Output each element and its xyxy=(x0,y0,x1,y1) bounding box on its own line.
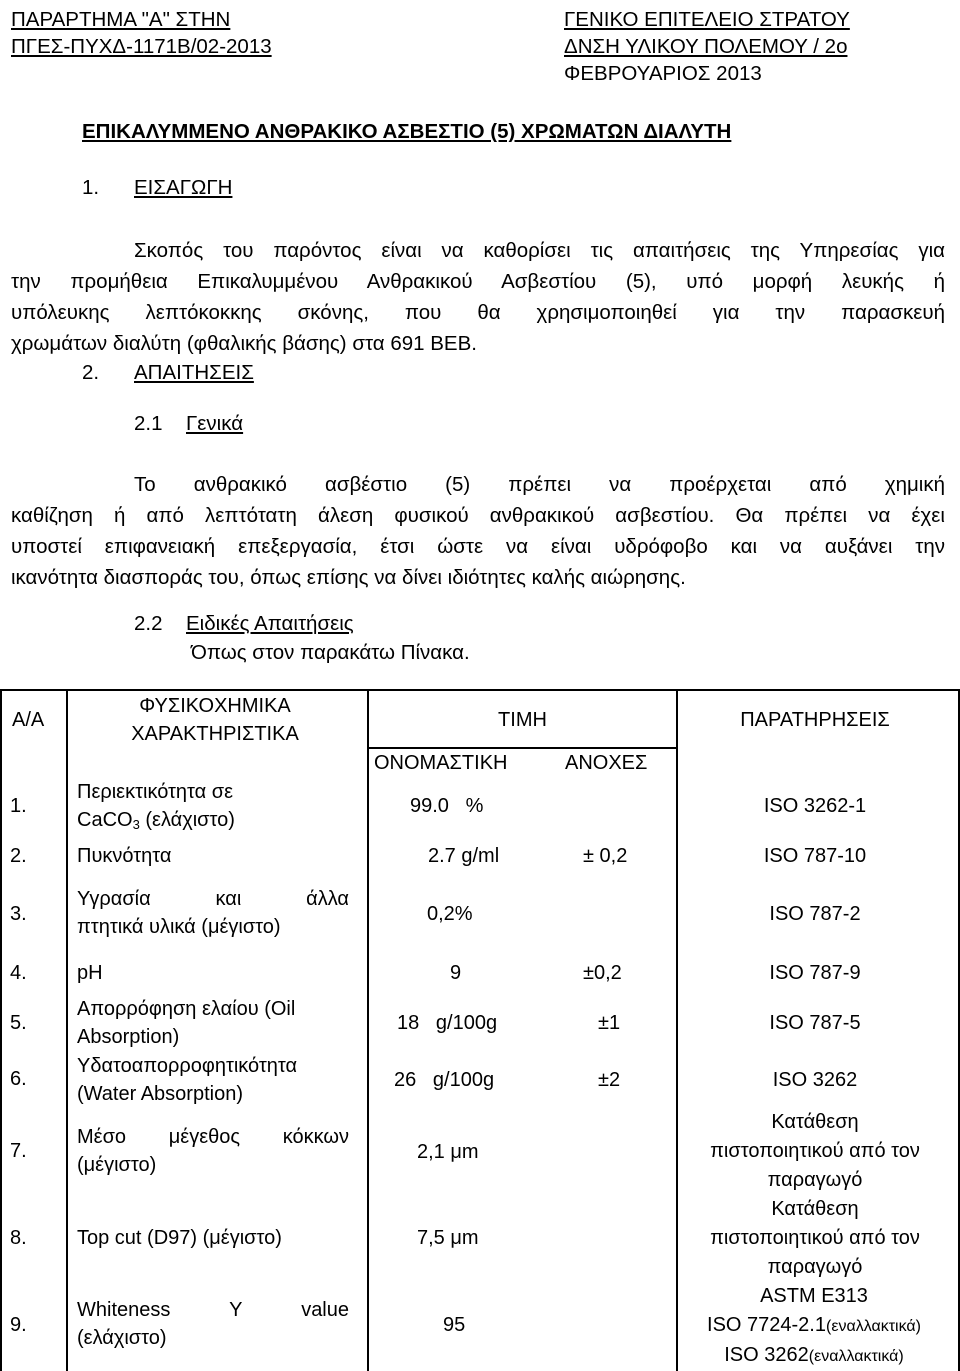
header-aa: Α/Α xyxy=(12,709,45,731)
section-2-2-heading xyxy=(134,612,354,636)
table-row-7-remarks xyxy=(680,1108,950,1195)
section-2-1-paragraph xyxy=(11,469,945,593)
document-title: ΕΠΙΚΑΛΥΜΜΕΝΟ ΑΝΘΡΑΚΙΚΟ ΑΣΒΕΣΤΙΟ (5) ΧΡΩΜΑΤΩΝ ΔΙΑΛΥΤΗ xyxy=(82,120,732,143)
table-row-9-aa: 9. xyxy=(10,1314,27,1336)
remarks-line-1: Κατάθεση xyxy=(771,1111,859,1133)
table-row-2-nominal: 2.7 g/ml xyxy=(428,845,500,867)
table-border-right xyxy=(958,689,960,1371)
section-title: Γενικά xyxy=(186,412,244,435)
remarks-line-2: πιστοποιητικού από τον xyxy=(710,1140,920,1162)
table-row-9-remarks xyxy=(668,1282,960,1371)
paragraph-line: ικανότητα διασποράς του, όπως επίσης να δίνει ιδιότητες καλής αιώρησης. xyxy=(11,566,686,589)
word: μέγεθος xyxy=(168,1126,241,1148)
column-divider xyxy=(676,689,678,1371)
header-remarks: ΠΑΡΑΤΗΡΗΣΕΙΣ xyxy=(740,709,890,731)
property-line-2: (ελάχιστο) xyxy=(77,1327,167,1349)
paragraph-line: υπόλευκης λεπτόκοκκης σκόνης, που θα χρησιμοποιηθεί για την παρασκευή xyxy=(11,301,945,324)
table-row-4-aa: 4. xyxy=(10,962,27,984)
reference-line-2: ΠΓΕΣ-ΠΥΧΔ-1171Β/02-2013 xyxy=(11,35,272,58)
paragraph-line: υποστεί επιφανειακή επεξεργασία, έτσι ώστε να είναι υδρόφοβο και να αυξάνει την xyxy=(11,535,945,558)
table-row-1-nominal: 99.0 % xyxy=(410,795,484,817)
issue-date: ΦΕΒΡΟΥΑΡΙΟΣ 2013 xyxy=(564,62,762,85)
table-row-8-property: Top cut (D97) (μέγιστο) xyxy=(77,1227,282,1249)
table-row-5-aa: 5. xyxy=(10,1012,27,1034)
header-properties-line-2: ΧΑΡΑΚΤΗΡΙΣΤΙΚΑ xyxy=(131,723,299,745)
section-2-2-subtitle: Όπως στον παρακάτω Πίνακα. xyxy=(191,641,470,664)
table-row-4-remarks: ISO 787-9 xyxy=(769,962,861,984)
word: value xyxy=(301,1299,349,1321)
header-tolerance: ΑΝΟΧΕΣ xyxy=(565,752,648,774)
header-value: ΤΙΜΗ xyxy=(498,709,547,731)
table-row-1-aa: 1. xyxy=(10,795,27,817)
header-properties-line-1: ΦΥΣΙΚΟΧΗΜΙΚΑ xyxy=(139,695,291,717)
property-line-1: Απορρόφηση ελαίου (Oil xyxy=(77,998,296,1020)
section-number: 2.1 xyxy=(134,412,163,435)
table-row-7-property xyxy=(77,1123,349,1179)
remarks-line-3 xyxy=(668,1341,960,1371)
paragraph-line: καθίζηση ή από λεπτότατη άλεση φυσικού ανθρακικού ασβεστίου. Θα πρέπει να έχει xyxy=(11,504,945,527)
formula-qualifier: (ελάχιστο) xyxy=(139,809,235,831)
column-divider xyxy=(367,689,369,1371)
table-row-8-nominal: 7,5 μm xyxy=(417,1227,479,1249)
word: Whiteness xyxy=(77,1299,171,1321)
table-row-6-aa: 6. xyxy=(10,1068,27,1090)
remarks-line-1: Κατάθεση xyxy=(771,1198,859,1220)
paragraph-line: Σκοπός του παρόντος είναι να καθορίσει τις απαιτήσεις της Υπηρεσίας για xyxy=(134,239,945,262)
section-2-1-heading xyxy=(134,412,243,436)
property-line-2: (μέγιστο) xyxy=(77,1154,157,1176)
alternative-note: (εναλλακτικά) xyxy=(808,1348,904,1365)
table-row-8-remarks xyxy=(680,1195,950,1282)
reference-line-1: ΠΑΡΑΡΤΗΜΑ "Α" ΣΤΗΝ xyxy=(11,8,231,31)
word: Μέσο xyxy=(77,1126,127,1148)
property-line-1: Περιεκτικότητα σε xyxy=(77,781,234,803)
word: Y xyxy=(229,1299,243,1321)
table-row-6-nominal: 26 g/100g xyxy=(394,1069,495,1091)
property-line-1 xyxy=(77,1123,349,1151)
paragraph-line: χρωμάτων διαλύτη (φθαλικής βάσης) στα 691 ΒΕΒ. xyxy=(11,332,477,355)
standard-code: ISO 3262 xyxy=(724,1344,809,1366)
remarks-line-2: πιστοποιητικού από τον xyxy=(710,1227,920,1249)
property-line-2: πτητικά υλικά (μέγιστο) xyxy=(77,916,281,938)
authority-line-2: ΔΝΣΗ ΥΛΙΚΟΥ ΠΟΛΕΜΟΥ / 2ο xyxy=(564,35,848,58)
word: Υγρασία xyxy=(77,888,151,910)
property-line-2: (Water Absorption) xyxy=(77,1083,243,1105)
table-row-2-tolerance: ± 0,2 xyxy=(583,845,628,867)
table-row-2-property: Πυκνότητα xyxy=(77,845,172,867)
table-row-5-property xyxy=(77,995,295,1051)
table-border-top xyxy=(0,689,960,691)
table-row-5-tolerance: ±1 xyxy=(598,1012,621,1034)
property-line-1 xyxy=(77,885,349,913)
table-row-5-remarks: ISO 787-5 xyxy=(769,1012,861,1034)
section-number: 1. xyxy=(82,176,100,199)
section-1-paragraph xyxy=(11,235,945,359)
table-row-6-property xyxy=(77,1052,297,1108)
column-divider xyxy=(66,689,68,1371)
remarks-line-1: ASTM E313 xyxy=(760,1285,868,1307)
standard-code: ISO 7724-2.1 xyxy=(707,1314,826,1336)
table-row-7-nominal: 2,1 μm xyxy=(417,1141,479,1163)
table-row-4-property: pH xyxy=(77,962,103,984)
property-line-1 xyxy=(77,1296,349,1324)
table-row-8-aa: 8. xyxy=(10,1227,27,1249)
authority-line-1: ΓΕΝΙΚΟ ΕΠΙΤΕΛΕΙΟ ΣΤΡΑΤΟΥ xyxy=(564,8,850,31)
table-row-4-nominal: 9 xyxy=(450,962,462,984)
word: άλλα xyxy=(306,888,349,910)
header-properties xyxy=(70,692,360,748)
formula-subscript: 3 xyxy=(132,817,140,832)
property-line-2 xyxy=(77,806,235,839)
remarks-line-3: παραγωγό xyxy=(767,1256,863,1278)
table-row-3-aa: 3. xyxy=(10,903,27,925)
table-row-2-aa: 2. xyxy=(10,845,27,867)
section-title: ΕΙΣΑΓΩΓΗ xyxy=(134,176,233,199)
table-row-1-remarks: ISO 3262-1 xyxy=(763,795,867,817)
table-row-1-property xyxy=(77,778,235,839)
property-line-2: Absorption) xyxy=(77,1026,180,1048)
table-row-3-nominal: 0,2% xyxy=(427,903,473,925)
specifications-table xyxy=(0,689,960,1371)
remarks-line-2 xyxy=(668,1311,960,1341)
table-row-6-tolerance: ±2 xyxy=(598,1069,621,1091)
alternative-note: (εναλλακτικά) xyxy=(825,1318,921,1335)
table-row-6-remarks: ISO 3262 xyxy=(772,1069,858,1091)
table-row-7-aa: 7. xyxy=(10,1140,27,1162)
section-number: 2.2 xyxy=(134,612,163,635)
section-1-heading xyxy=(82,176,232,200)
section-2-heading xyxy=(82,361,254,385)
table-row-3-property xyxy=(77,885,349,941)
paragraph-line: Το ανθρακικό ασβέστιο (5) πρέπει να προέρχεται από χημική xyxy=(134,473,945,496)
word: και xyxy=(215,888,242,910)
table-row-4-tolerance: ±0,2 xyxy=(583,962,622,984)
table-row-2-remarks: ISO 787-10 xyxy=(763,845,867,867)
table-row-9-nominal: 95 xyxy=(443,1314,466,1336)
paragraph-line: την προμήθεια Επικαλυμμένου Ανθρακικού Ασβεστίου (5), υπό μορφή λευκής ή xyxy=(11,270,945,293)
section-number: 2. xyxy=(82,361,100,384)
word: κόκκων xyxy=(282,1126,349,1148)
section-title: ΑΠΑΙΤΗΣΕΙΣ xyxy=(134,361,254,384)
issuing-authority xyxy=(564,6,850,87)
table-row-3-remarks: ISO 787-2 xyxy=(769,903,861,925)
table-row-5-nominal: 18 g/100g xyxy=(397,1012,498,1034)
remarks-line-3: παραγωγό xyxy=(767,1169,863,1191)
table-row-9-property xyxy=(77,1296,349,1352)
table-border-left xyxy=(0,689,2,1371)
section-title: Ειδικές Απαιτήσεις xyxy=(186,612,354,635)
formula-text: CaCO xyxy=(77,809,133,831)
property-line-1: Υδατοαπορροφητικότητα xyxy=(77,1055,298,1077)
header-nominal: ΟΝΟΜΑΣΤΙΚΗ xyxy=(374,752,508,774)
document-reference xyxy=(11,6,272,60)
